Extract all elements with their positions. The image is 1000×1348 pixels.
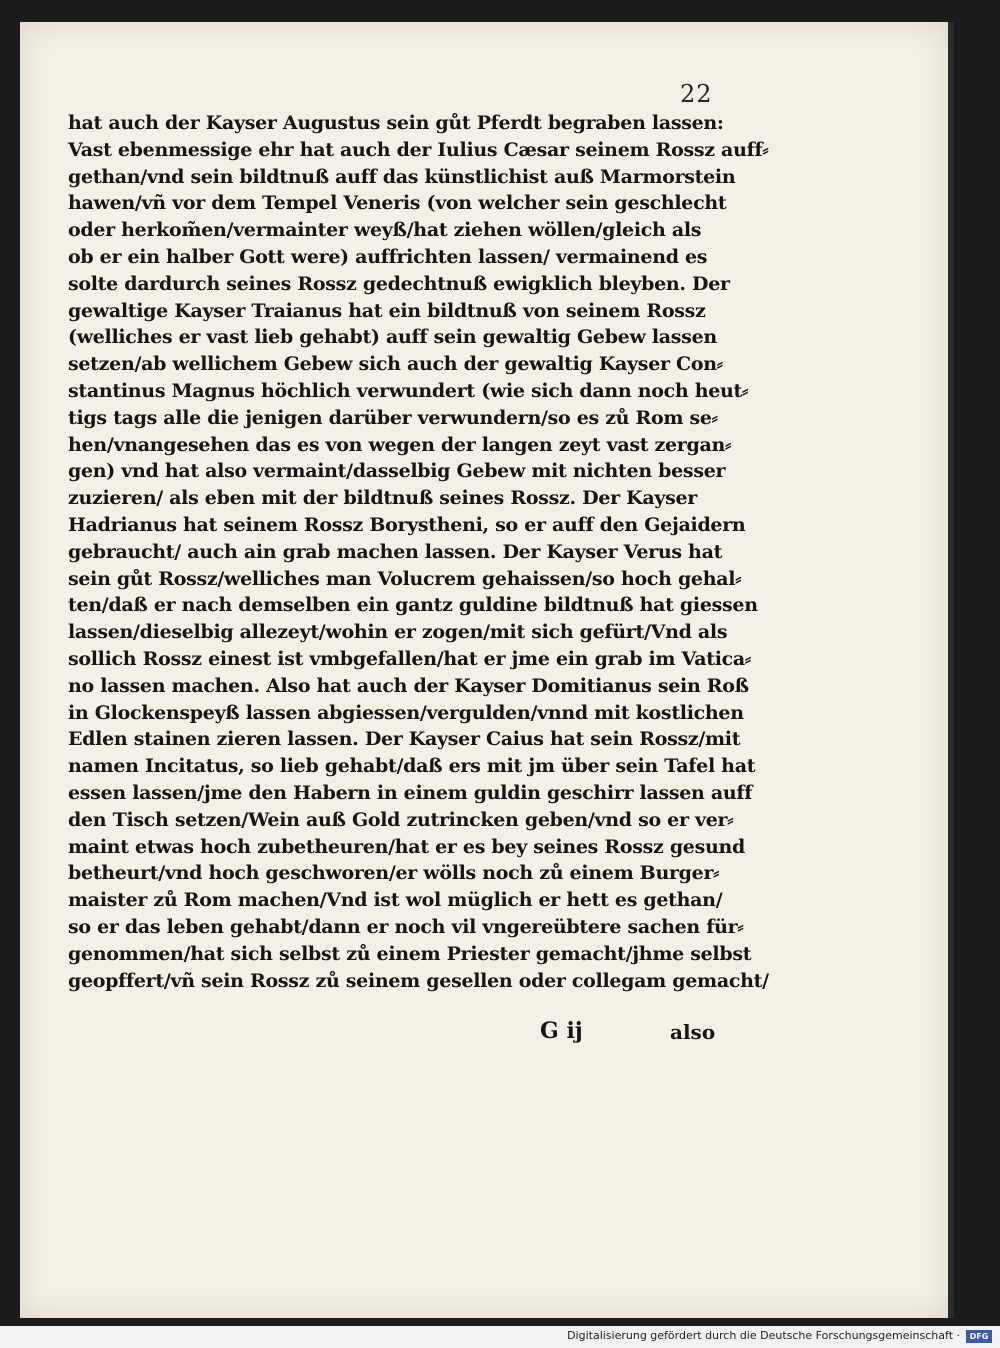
page-number: 22 — [680, 80, 713, 108]
text-line: gewaltige Kayser Traianus hat ein bildtnuß von seinem Rossz — [68, 299, 706, 322]
text-line: maint etwas hoch zubetheuren/hat er es bey seines Rossz gesund — [68, 835, 746, 858]
dfg-logo: DFG — [966, 1330, 992, 1343]
text-line: genommen/hat sich selbst zů einem Priester gemacht/jhme selbst — [68, 942, 752, 965]
text-line: solte dardurch seines Rossz gedechtnuß ewigklich bleyben. Der — [68, 272, 730, 295]
text-line: stantinus Magnus höchlich verwundert (wie sich dann noch heut⸗ — [68, 379, 749, 402]
text-line: (welliches er vast lieb gehabt) auff sein gewaltig Gebew lassen — [68, 326, 717, 349]
text-line: Hadrianus hat seinem Rossz Borystheni, so er auff den Gejaidern — [68, 513, 746, 536]
text-line: hen/vnangesehen das es von wegen der langen zeyt vast zergan⸗ — [68, 433, 732, 456]
funding-credit: Digitalisierung gefördert durch die Deutsche Forschungsgemeinschaft · — [567, 1329, 960, 1342]
text-line: gen) vnd hat also vermaint/dasselbig Gebew mit nichten besser — [68, 460, 726, 483]
signature-mark: G ij — [540, 1018, 583, 1044]
text-line: gebraucht/ auch ain grab machen lassen. Der Kayser Verus hat — [68, 540, 723, 563]
text-line: Vast ebenmessige ehr hat auch der Iulius Cæsar seinem Rossz auff⸗ — [68, 138, 769, 161]
text-line: Edlen stainen zieren lassen. Der Kayser Caius hat sein Rossz/mit — [68, 728, 741, 751]
text-line: betheurt/vnd hoch geschworen/er wölls noch zů einem Burger⸗ — [68, 862, 720, 885]
text-line: oder herkom̃en/vermainter weyß/hat ziehen wöllen/gleich als — [68, 219, 702, 242]
text-line: so er das leben gehabt/dann er noch vil vngereübtere sachen für⸗ — [68, 915, 744, 938]
text-line: zuzieren/ als eben mit der bildtnuß seines Rossz. Der Kayser — [68, 487, 698, 510]
text-line: den Tisch setzen/Wein auß Gold zutrincken geben/vnd so er ver⸗ — [68, 808, 734, 831]
text-line: sollich Rossz einest ist vmbgefallen/hat er jme ein grab im Vatica⸗ — [68, 647, 751, 670]
text-line: namen Incitatus, so lieb gehabt/daß ers mit jm über sein Tafel hat — [68, 755, 756, 778]
page-edge — [948, 22, 954, 1318]
text-line: in Glockenspeyß lassen abgiessen/vergulden/vnnd mit kostlichen — [68, 701, 744, 724]
page-footer — [540, 1018, 780, 1048]
text-line: maister zů Rom machen/Vnd ist wol müglich er hett es gethan/ — [68, 889, 723, 912]
text-line: geopffert/vñ sein Rossz zů seinem gesellen oder collegam gemacht/ — [68, 969, 769, 992]
text-line: sein gůt Rossz/welliches man Volucrem gehaissen/so hoch gehal⸗ — [68, 567, 742, 590]
attribution-bar — [0, 1326, 1000, 1348]
catchword: also — [670, 1020, 716, 1044]
body-text — [68, 110, 768, 994]
text-line: ob er ein halber Gott were) auffrichten lassen/ vermainend es — [68, 245, 708, 268]
text-line: essen lassen/jme den Habern in einem guldin geschirr lassen auff — [68, 781, 753, 804]
text-line: ten/daß er nach demselben ein gantz guldine bildtnuß hat giessen — [68, 594, 758, 617]
text-line: no lassen machen. Also hat auch der Kayser Domitianus sein Roß — [68, 674, 749, 697]
text-line: setzen/ab wellichem Gebew sich auch der gewaltig Kayser Con⸗ — [68, 353, 723, 376]
text-line: tigs tags alle die jenigen darüber verwundern/so es zů Rom se⸗ — [68, 406, 718, 429]
text-line: hawen/vñ vor dem Tempel Veneris (von welcher sein geschlecht — [68, 192, 727, 215]
text-line: gethan/vnd sein bildtnuß auff das künstlichist auß Marmorstein — [68, 165, 736, 188]
text-line: lassen/dieselbig allezeyt/wohin er zogen/mit sich gefürt/Vnd als — [68, 621, 728, 644]
text-line: hat auch der Kayser Augustus sein gůt Pferdt begraben lassen: — [68, 112, 724, 134]
